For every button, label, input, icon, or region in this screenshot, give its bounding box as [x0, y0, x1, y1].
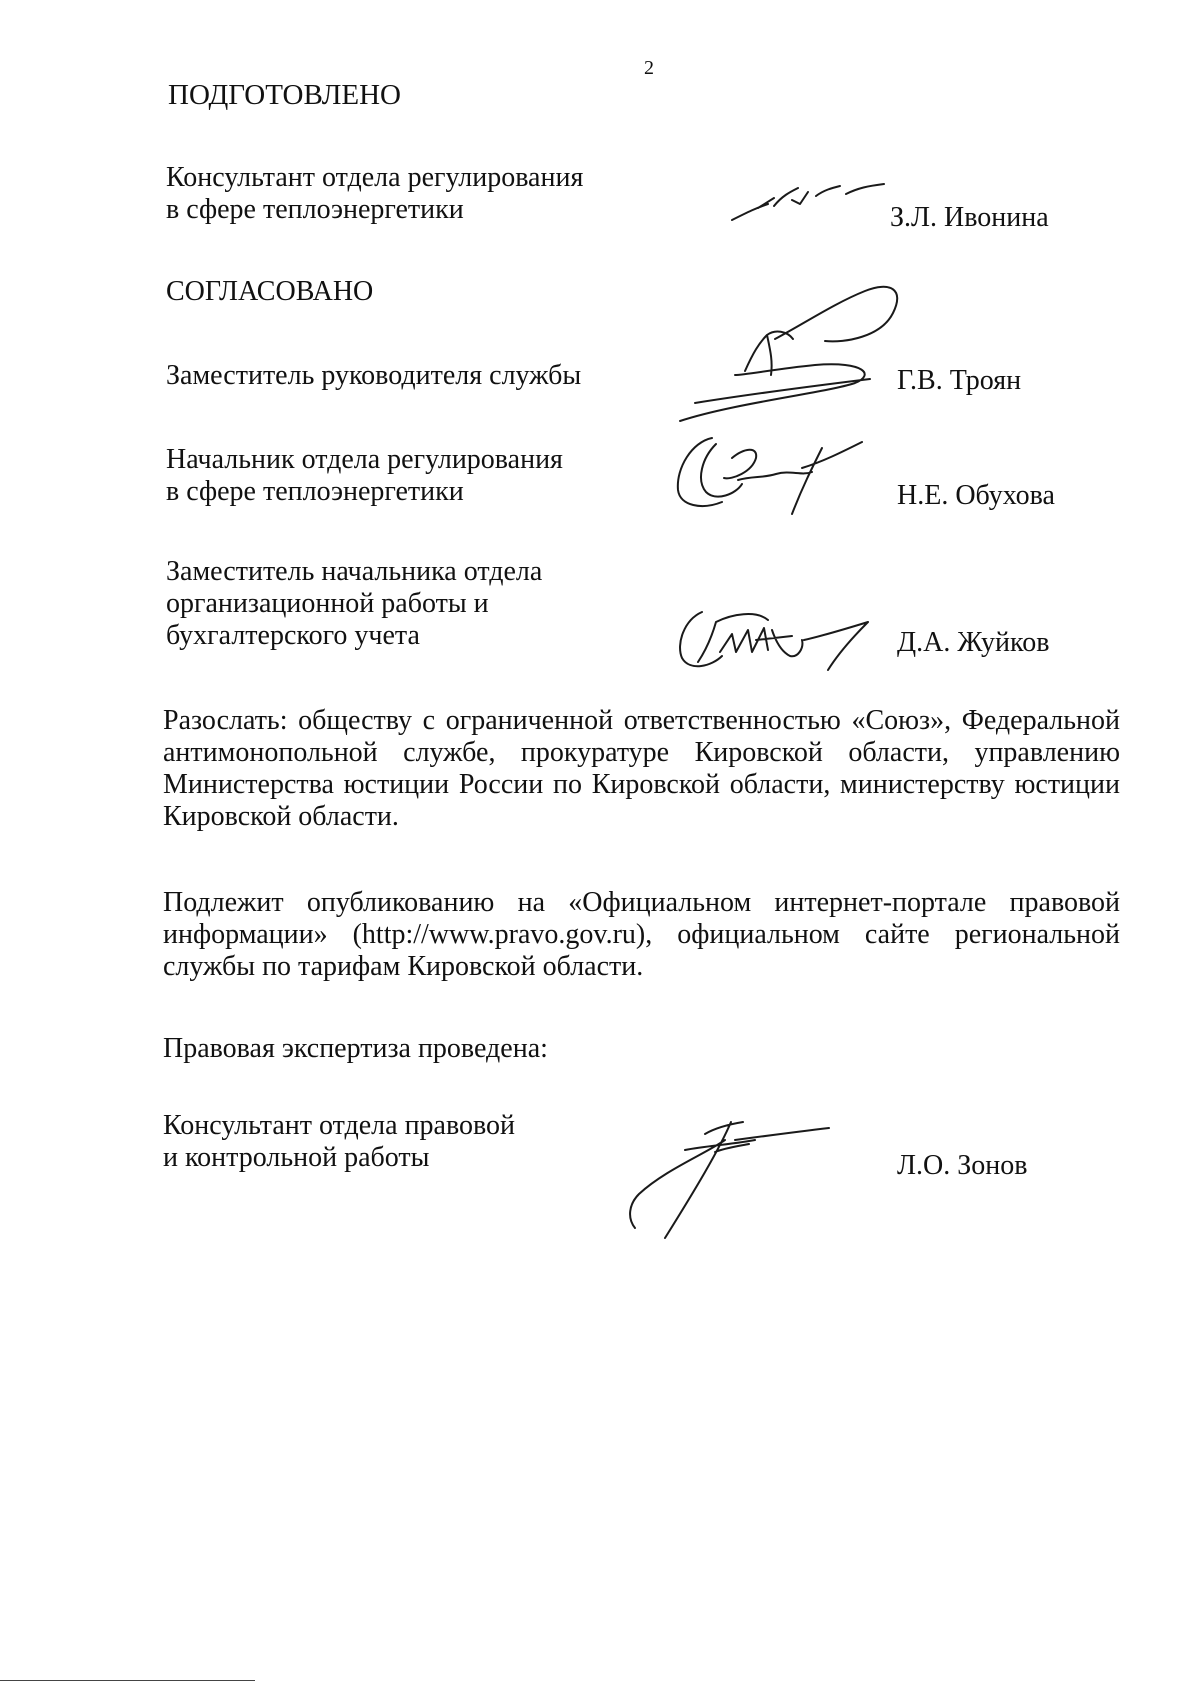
prepared-heading: ПОДГОТОВЛЕНО [168, 79, 401, 111]
prepared-signer-name: З.Л. Ивонина [890, 202, 1049, 233]
distribution-paragraph: Разослать: обществу с ограниченной ответственностью «Союз», Федеральной антимонопольной службе, прокуратуре Кировской области, управлению Министерства юстиции России по Кировской области, министерству юстиции Кировской области. [163, 705, 1120, 832]
legal-review-position-line-2: и контрольной работы [163, 1142, 430, 1173]
publication-paragraph: Подлежит опубликованию на «Официальном интернет-портале правовой информации» (http://www.pravo.gov.ru), официальном сайте региональной службы по тарифам Кировской области. [163, 887, 1120, 982]
legal-review-heading: Правовая экспертиза проведена: [163, 1033, 548, 1064]
signature-zonov [615, 1110, 835, 1245]
signer-2-name: Н.Е. Обухова [897, 480, 1055, 511]
agreed-heading: СОГЛАСОВАНО [166, 276, 374, 307]
page-number: 2 [644, 57, 654, 79]
signer-3-name: Д.А. Жуйков [897, 627, 1050, 658]
legal-review-position-line-1: Консультант отдела правовой [163, 1110, 516, 1141]
signature-zhuykov [672, 600, 882, 675]
signature-troyan [675, 283, 915, 428]
signer-3-position-line-2: организационной работы и [166, 588, 489, 619]
signer-3-position-line-3: бухгалтерского учета [166, 620, 420, 651]
footer-rule [0, 1680, 255, 1681]
prepared-position-line-2: в сфере теплоэнергетики [166, 194, 464, 225]
signer-3-position-line-1: Заместитель начальника отдела [166, 556, 543, 587]
signer-1-name: Г.В. Троян [897, 365, 1022, 396]
signer-2-position-line-1: Начальник отдела регулирования [166, 444, 563, 475]
prepared-position-line-1: Консультант отдела регулирования [166, 162, 584, 193]
signature-ivonina [728, 178, 888, 228]
signature-obukhova [672, 428, 872, 518]
legal-review-signer-name: Л.О. Зонов [897, 1150, 1028, 1181]
signer-1-position-line-1: Заместитель руководителя службы [166, 360, 582, 391]
signer-2-position-line-2: в сфере теплоэнергетики [166, 476, 464, 507]
